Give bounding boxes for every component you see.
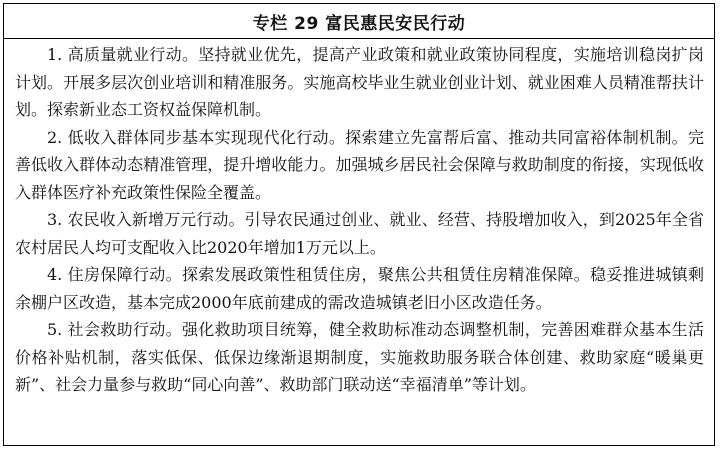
- paragraph-low-income: 2. 低收入群体同步基本实现现代化行动。探索建立先富帮后富、推动共同富裕体制机制。完善低收入群体动态精准管理，提升增收能力。加强城乡居民社会保障与救助制度的衔接，实现低收入群体医疗补充政策性保险全覆盖。: [15, 127, 704, 202]
- paragraph-social-assistance: 5. 社会救助行动。强化救助项目统筹，健全救助标准动态调整机制，完善困难群众基本生活价格补贴机制，落实低保、低保边缘渐退期制度，实施救助服务联合体创建、救助家庭“暖巢更新”、社会力量参与救助“同心向善”、救助部门联动送“幸福清单”等计划。: [15, 320, 704, 394]
- column-content: [4, 39, 714, 399]
- column-box: [3, 3, 715, 446]
- paragraph-housing: 4. 住房保障行动。探索发展政策性租赁住房，聚焦公共租赁住房精准保障。稳妥推进城镇剩余棚户区改造，基本完成2000年底前建成的需改造城镇老旧小区改造任务。: [15, 265, 704, 312]
- column-title: 专栏 29 富民惠民安民行动: [4, 4, 714, 39]
- paragraph-farmer-income: 3. 农民收入新增万元行动。引导农民通过创业、就业、经营、持股增加收入，到2025年全省农村居民人均可支配收入比2020年增加1万元以上。: [15, 210, 704, 257]
- paragraph-employment: 1. 高质量就业行动。坚持就业优先，提高产业政策和就业政策协同程度，实施培训稳岗扩岗计划。开展多层次创业培训和精准服务。实施高校毕业生就业创业计划、就业困难人员精准帮扶计划。探索新业态工资权益保障机制。: [15, 45, 704, 119]
